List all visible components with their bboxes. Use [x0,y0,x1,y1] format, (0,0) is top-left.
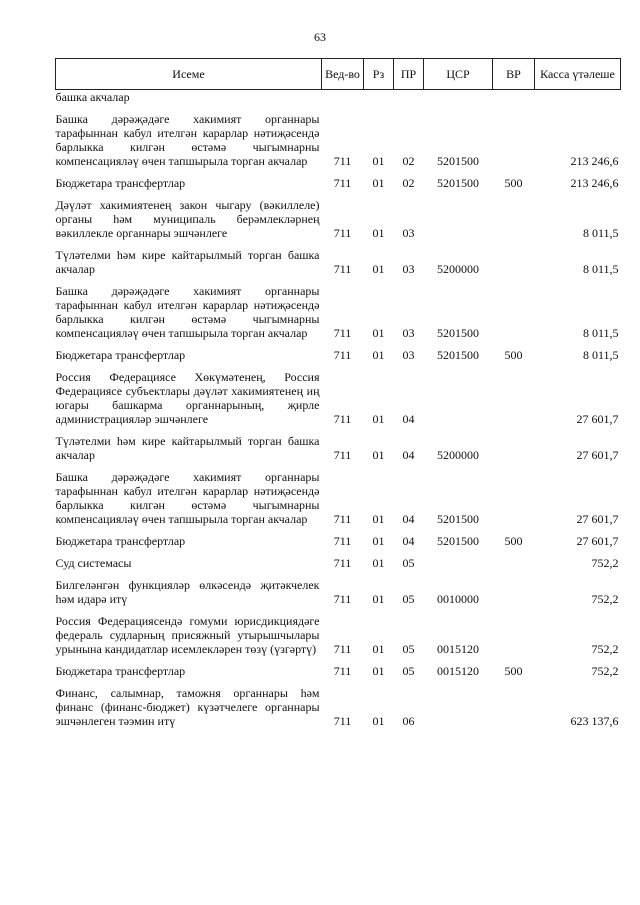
row-csr: 5201500 [437,154,479,168]
row-name: Финанс, салымнар, таможня органнары һәм финанс (финанс-бюджет) күзәтчелеге органнары эшчәнлеген тәэмин итү [55,686,320,728]
row-spacer [56,526,621,534]
row-rz: 01 [372,714,385,728]
row-pr: 04 [402,512,415,526]
row-spacer [56,548,621,556]
row-rz: 01 [372,556,385,570]
row-pr: 03 [402,262,415,276]
row-pr: 04 [402,534,415,548]
header-vr: ВР [493,59,535,90]
row-pr: 02 [402,176,415,190]
header-csr: ЦСР [424,59,493,90]
table-row [56,664,621,678]
row-ved: 711 [333,714,352,728]
row-name: Башка дәрәҗәдәге хакимият органнары тарафыннан кабул ителгән карарлар нәтиҗәсендә барлыкка килгән өстәмә чыгымнарны компенсацияләү өчен тапшырыла торган акчалар [55,470,320,526]
table-row [56,248,621,276]
table-row [56,198,621,240]
row-ved: 711 [333,176,352,190]
row-pr: 05 [402,592,415,606]
table-body [56,90,621,729]
table-row [56,534,621,548]
row-ved: 711 [333,348,352,362]
row-amount: 752,2 [591,664,619,678]
row-vr [493,248,535,276]
row-pr: 03 [402,326,415,340]
table-row [56,578,621,606]
row-vr: 500 [504,534,523,548]
row-rz: 01 [372,348,385,362]
row-csr: 5200000 [437,448,479,462]
row-pr: 02 [402,154,415,168]
row-spacer [56,240,621,248]
row-name: Дәүләт хакимиятенең закон чыгару (вәкиллеле) органы һәм муниципаль берәмлекләрнең вәкиллекле органнары эшчәнлеге [55,198,320,240]
row-vr: 500 [504,348,523,362]
header-pr: ПР [394,59,424,90]
table-row [56,370,621,426]
row-name: Бюджетара трансфертлар [55,664,186,678]
row-ved: 711 [333,326,352,340]
row-csr [424,686,493,728]
header-ved: Вед-во [322,59,364,90]
row-vr [493,614,535,656]
row-vr [493,556,535,570]
table-header [56,59,621,90]
row-spacer [56,104,621,112]
row-amount: 27 601,7 [576,448,619,462]
row-vr [493,470,535,526]
continuation-text: башка акчалар [55,90,130,104]
row-amount: 752,2 [591,592,619,606]
row-rz: 01 [372,262,385,276]
row-ved: 711 [333,642,352,656]
header-amount: Касса үтәлеше [535,59,621,90]
row-rz: 01 [372,154,385,168]
table-row [56,686,621,728]
continuation-row [56,90,621,105]
row-amount: 8 011,5 [582,348,619,362]
row-name: Бюджетара трансфертлар [55,348,186,362]
row-csr: 5201500 [437,326,479,340]
row-vr: 500 [504,176,523,190]
row-name: Башка дәрәҗәдәге хакимият органнары тарафыннан кабул ителгән карарлар нәтиҗәсендә барлыкка килгән өстәмә чыгымнарны компенсацияләү өчен тапшырыла торган акчалар [55,112,320,168]
header-name: Исеме [56,59,322,90]
row-spacer [56,570,621,578]
row-rz: 01 [372,592,385,606]
row-amount: 27 601,7 [576,534,619,548]
row-name: Билгеләнгән функцияләр өлкәсендә җитәкчелек һәм идарә итү [55,578,320,606]
row-amount: 752,2 [591,556,619,570]
row-csr: 5201500 [437,512,479,526]
row-csr: 0015120 [437,642,479,656]
row-rz: 01 [372,642,385,656]
row-spacer [56,362,621,370]
row-rz: 01 [372,412,385,426]
row-rz: 01 [372,326,385,340]
table-row [56,470,621,526]
row-vr [493,112,535,168]
header-rz: Рз [364,59,394,90]
row-ved: 711 [333,534,352,548]
row-ved: 711 [333,448,352,462]
row-name: Башка дәрәҗәдәге хакимият органнары тарафыннан кабул ителгән карарлар нәтиҗәсендә барлыкка килгән өстәмә чыгымнарны компенсацияләү өчен тапшырыла торган акчалар [55,284,320,340]
row-amount: 27 601,7 [576,412,619,426]
table-row [56,176,621,190]
row-spacer [56,606,621,614]
row-amount: 27 601,7 [576,512,619,526]
row-vr: 500 [504,664,523,678]
row-pr: 04 [402,412,415,426]
row-spacer [56,276,621,284]
row-name: Бюджетара трансфертлар [55,534,186,548]
row-amount: 213 246,6 [570,176,619,190]
row-amount: 8 011,5 [582,326,619,340]
row-amount: 8 011,5 [582,262,619,276]
row-spacer [56,340,621,348]
row-ved: 711 [333,664,352,678]
budget-table [55,58,621,728]
row-spacer [56,462,621,470]
row-csr [424,556,493,570]
row-rz: 01 [372,226,385,240]
row-vr [493,284,535,340]
row-pr: 05 [402,556,415,570]
row-name: Суд системасы [55,556,132,570]
row-csr: 5201500 [437,534,479,548]
row-csr: 5200000 [437,262,479,276]
row-ved: 711 [333,226,352,240]
row-name: Түләтелми һәм кире кайтарылмый торган башка акчалар [55,248,320,276]
row-spacer [56,426,621,434]
table-row [56,284,621,340]
row-vr [493,578,535,606]
row-csr [424,198,493,240]
row-pr: 03 [402,348,415,362]
row-ved: 711 [333,512,352,526]
table-row [56,348,621,362]
row-rz: 01 [372,176,385,190]
row-csr: 5201500 [437,348,479,362]
row-vr [493,198,535,240]
table-row [56,434,621,462]
row-spacer [56,656,621,664]
row-csr: 0010000 [437,592,479,606]
row-name: Бюджетара трансфертлар [55,176,186,190]
row-spacer [56,190,621,198]
row-ved: 711 [333,154,352,168]
row-amount: 752,2 [591,642,619,656]
row-rz: 01 [372,664,385,678]
row-spacer [56,678,621,686]
row-name: Түләтелми һәм кире кайтарылмый торган башка акчалар [55,434,320,462]
row-vr [493,370,535,426]
table-row [56,614,621,656]
row-vr [493,434,535,462]
row-spacer [56,168,621,176]
row-pr: 06 [402,714,415,728]
row-ved: 711 [333,556,352,570]
page-number: 63 [314,30,326,44]
row-csr [424,370,493,426]
row-rz: 01 [372,512,385,526]
row-ved: 711 [333,592,352,606]
row-pr: 04 [402,448,415,462]
row-csr: 5201500 [437,176,479,190]
row-name: Россия Федерациясе Хөкүмәтенең, Россия Федерациясе субъектлары дәүләт хакимиятенең иң югары башкарма органнарының, җирле администрацияләр эшчәнлеге [55,370,320,426]
row-amount: 623 137,6 [570,714,619,728]
row-ved: 711 [333,262,352,276]
row-rz: 01 [372,534,385,548]
row-vr [493,686,535,728]
table-row [56,556,621,570]
row-name: Россия Федерациясендә гомуми юрисдикциядәге федераль судларның присяжный утырышчылары урынына кандидатлар исемлекләрен төзү (үзгәртү) [55,614,320,656]
row-ved: 711 [333,412,352,426]
row-rz: 01 [372,448,385,462]
row-csr: 0015120 [437,664,479,678]
row-pr: 05 [402,664,415,678]
row-pr: 05 [402,642,415,656]
row-amount: 213 246,6 [570,154,619,168]
table-row [56,112,621,168]
row-pr: 03 [402,226,415,240]
row-amount: 8 011,5 [582,226,619,240]
